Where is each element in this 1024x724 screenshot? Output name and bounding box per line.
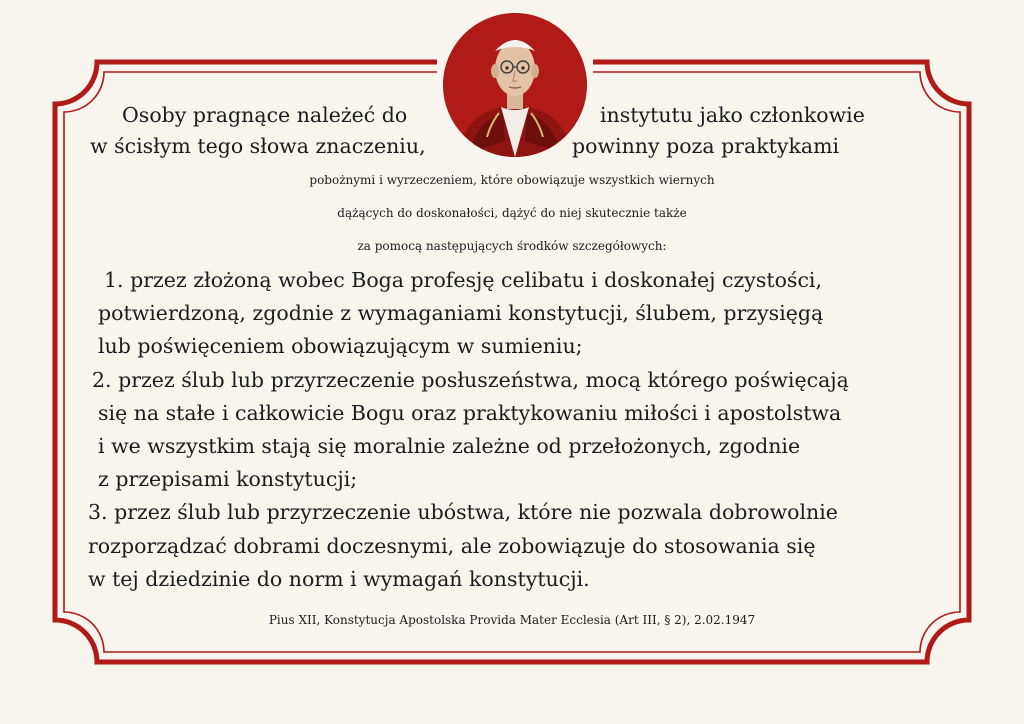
point-1-line-2: potwierdzoną, zgodnie z wymaganiami konstytucji, ślubem, przysięgą xyxy=(98,301,824,325)
point-2-line-2: się na stałe i całkowicie Bogu oraz praktykowaniu miłości i apostolstwa xyxy=(98,401,842,425)
point-1-line-3: lub poświęceniem obowiązującym w sumieniu; xyxy=(98,334,583,358)
point-3-line-2: rozporządzać dobrami doczesnymi, ale zobowiązuje do stosowania się xyxy=(88,534,816,558)
intro-line-3: pobożnymi i wyrzeczeniem, które obowiązuje wszystkich wiernych xyxy=(309,173,715,187)
intro-line-2b: powinny poza praktykami xyxy=(572,134,840,158)
intro-line-5: za pomocą następujących środków szczegółowych: xyxy=(357,239,667,253)
intro-line-1b: instytutu jako członkowie xyxy=(600,103,865,127)
citation: Pius XII, Konstytucja Apostolska Provida Mater Ecclesia (Art III, § 2), 2.02.1947 xyxy=(268,613,756,627)
intro-line-1a: Osoby pragnące należeć do xyxy=(122,103,408,127)
intro-line-2a: w ścisłym tego słowa znaczeniu, xyxy=(90,134,426,158)
point-3-line-3: w tej dziedzinie do norm i wymagań konstytucji. xyxy=(88,567,590,591)
point-2-line-3: i we wszystkim stają się moralnie zależne od przełożonych, zgodnie xyxy=(98,434,801,458)
point-3-line-1: 3. przez ślub lub przyrzeczenie ubóstwa, które nie pozwala dobrowolnie xyxy=(88,500,838,524)
point-2-line-1: 2. przez ślub lub przyrzeczenie posłuszeństwa, mocą którego poświęcają xyxy=(92,368,849,392)
point-2-line-4: z przepisami konstytucji; xyxy=(98,467,358,491)
point-1-line-1: 1. przez złożoną wobec Boga profesję celibatu i doskonałej czystości, xyxy=(104,268,823,292)
intro-line-4: dążących do doskonałości, dążyć do niej skutecznie także xyxy=(337,206,687,220)
